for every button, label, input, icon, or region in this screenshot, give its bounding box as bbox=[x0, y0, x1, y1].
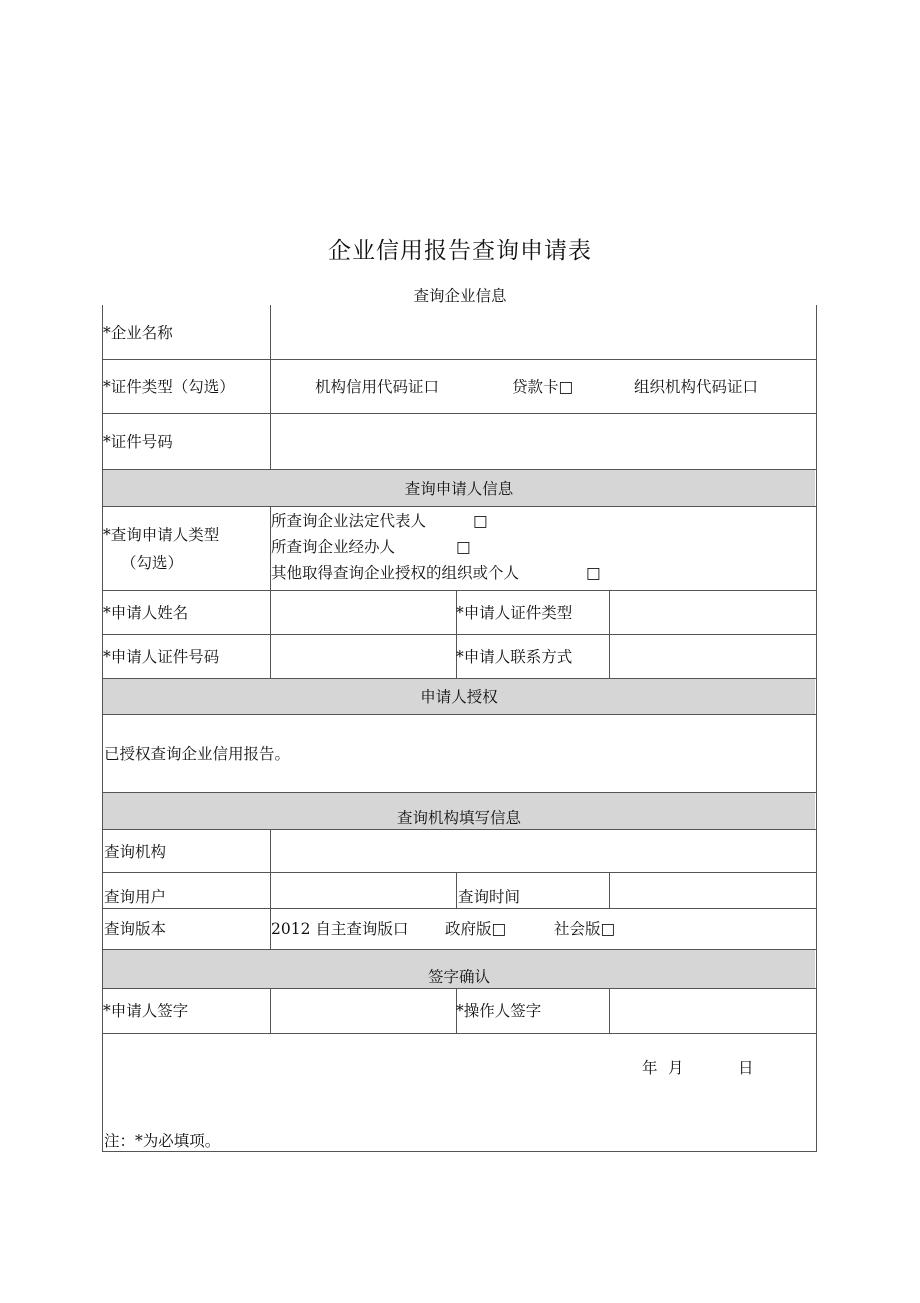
version-option-self[interactable]: 2012 自主查询版口 bbox=[271, 920, 409, 938]
section-institution-heading: 查询机构填写信息 bbox=[396, 809, 521, 827]
cert-type-label: *证件类型（勾选） bbox=[103, 378, 235, 396]
vrule bbox=[270, 506, 271, 679]
vrule bbox=[270, 988, 271, 1034]
hrule bbox=[102, 678, 816, 679]
vrule bbox=[609, 988, 610, 1034]
applicant-type-option-other: 其他取得查询企业授权的组织或个人 bbox=[271, 564, 520, 582]
required-note: 注：*为必填项。 bbox=[104, 1132, 221, 1150]
applicant-id-type-field[interactable] bbox=[611, 591, 814, 633]
date-month: 月 bbox=[668, 1059, 684, 1077]
vrule bbox=[270, 305, 271, 470]
company-name-label: *企业名称 bbox=[103, 324, 173, 342]
vrule bbox=[456, 872, 457, 909]
applicant-id-no-field[interactable] bbox=[272, 635, 455, 677]
applicant-name-label: *申请人姓名 bbox=[103, 604, 189, 622]
hrule bbox=[102, 714, 816, 715]
query-user-field[interactable] bbox=[272, 873, 455, 907]
query-time-label: 查询时间 bbox=[458, 888, 521, 906]
version-option-social[interactable]: 社会版□ bbox=[554, 920, 616, 938]
section-sign-heading: 签字确认 bbox=[427, 968, 490, 986]
applicant-type-option-agent: 所查询企业经办人 bbox=[271, 538, 396, 556]
section-company-heading: 查询企业信息 bbox=[413, 287, 507, 305]
applicant-type-option-legal-rep: 所查询企业法定代表人 bbox=[271, 512, 427, 530]
date-year: 年 bbox=[642, 1059, 658, 1077]
query-institution-field[interactable] bbox=[272, 830, 814, 871]
applicant-type-label: *查询申请人类型 bbox=[103, 526, 220, 544]
company-name-field[interactable] bbox=[272, 306, 814, 358]
query-version-label: 查询版本 bbox=[104, 920, 167, 938]
query-institution-label: 查询机构 bbox=[104, 843, 167, 861]
version-option-government[interactable]: 政府版□ bbox=[445, 920, 507, 938]
section-auth-heading: 申请人授权 bbox=[420, 688, 498, 706]
hrule bbox=[102, 908, 816, 909]
applicant-contact-label: *申请人联系方式 bbox=[456, 648, 573, 666]
applicant-sign-label: *申请人签字 bbox=[103, 1002, 189, 1020]
vrule bbox=[609, 590, 610, 679]
query-time-field[interactable] bbox=[611, 873, 814, 907]
hrule bbox=[102, 1033, 816, 1034]
operator-sign-label: *操作人签字 bbox=[456, 1002, 542, 1020]
hrule bbox=[102, 359, 816, 360]
applicant-type-checkbox-legal-rep[interactable]: □ bbox=[473, 512, 488, 530]
cert-no-label: *证件号码 bbox=[103, 433, 173, 451]
form-title: 企业信用报告查询申请表 bbox=[328, 238, 592, 264]
applicant-type-label-hint: （勾选） bbox=[121, 554, 184, 572]
vrule bbox=[609, 872, 610, 909]
applicant-type-checkbox-other[interactable]: □ bbox=[586, 564, 601, 582]
applicant-id-type-label: *申请人证件类型 bbox=[456, 604, 573, 622]
cert-no-field[interactable] bbox=[272, 414, 814, 468]
date-day: 日 bbox=[738, 1059, 754, 1077]
cert-type-option-org-code[interactable]: 组织机构代码证口 bbox=[634, 378, 759, 396]
hrule bbox=[102, 792, 816, 793]
hrule bbox=[102, 469, 816, 470]
query-user-label: 查询用户 bbox=[104, 888, 167, 906]
applicant-name-field[interactable] bbox=[272, 591, 455, 633]
hrule bbox=[102, 949, 816, 950]
cert-type-option-credit-code[interactable]: 机构信用代码证口 bbox=[315, 378, 440, 396]
hrule bbox=[102, 506, 816, 507]
applicant-id-no-label: *申请人证件号码 bbox=[103, 648, 220, 666]
cert-type-option-loan-card[interactable]: 贷款卡□ bbox=[512, 378, 574, 396]
operator-sign-field[interactable] bbox=[611, 989, 814, 1032]
applicant-contact-field[interactable] bbox=[611, 635, 814, 677]
section-applicant-heading: 查询申请人信息 bbox=[404, 480, 514, 498]
auth-statement: 已授权查询企业信用报告。 bbox=[104, 745, 291, 763]
applicant-type-checkbox-agent[interactable]: □ bbox=[456, 538, 471, 556]
applicant-sign-field[interactable] bbox=[272, 989, 455, 1032]
